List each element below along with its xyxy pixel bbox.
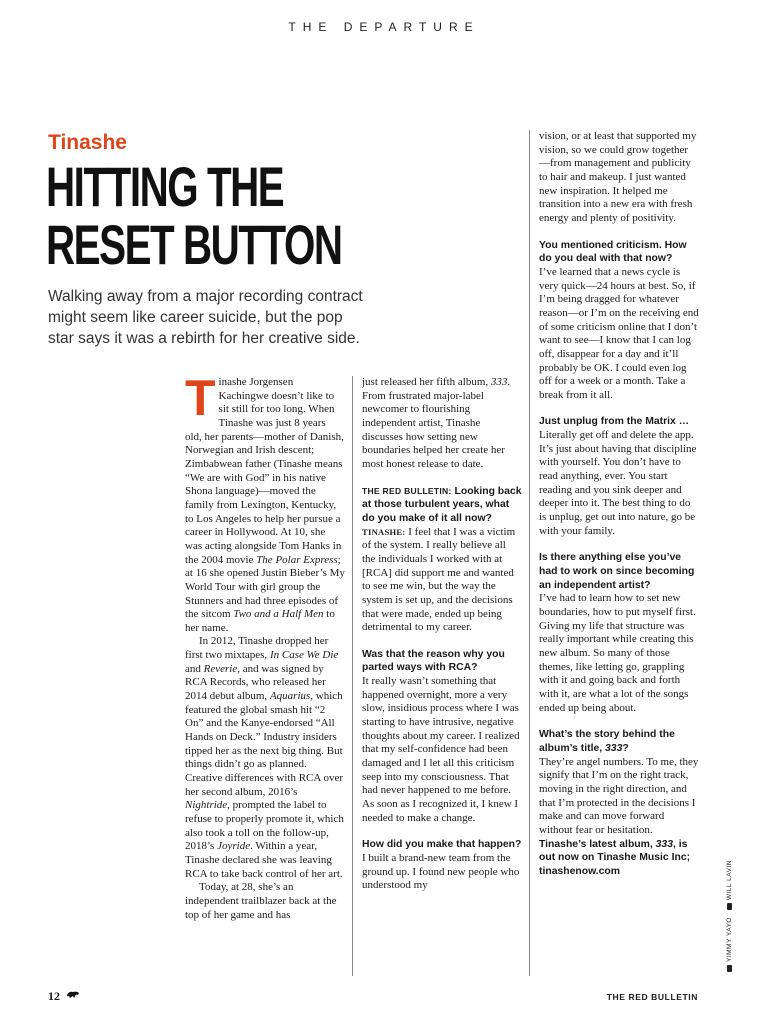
answer: vision, or at least that supported my vision, so we could grow together—from management and publicity to hair and makeup. I just wanted new inspiration. It helped me transition into a new era with fresh energy and plenty of positivity. (539, 130, 697, 224)
photo-credits (726, 860, 733, 972)
stylist-credit: WILL LAVIN (726, 860, 733, 901)
photographer-credit: YIMMY YAYO (726, 917, 733, 962)
style-icon (727, 903, 732, 910)
article-column-3 (539, 130, 699, 878)
question: Was that the reason why you parted ways with RCA? (362, 648, 505, 674)
answer: It really wasn’t something that happened overnight, more a very slow, insidious process where I was starting to have intrusive, negative thoughts about my career. I realized that my self-confidence had been damaged and I let all this criticism seep into my consciousness. That had never happened to me before. As soon as I recognized it, I knew I needed to make a change. (362, 675, 520, 824)
answer: TINASHE: I feel that I was a victim of the system. I really believe all the individuals I worked with at [RCA] did support me and wanted to see me win, but the way the system is set up, and the decisions that were made, ended up being detrimental to my career. (362, 525, 516, 634)
answer: They’re angel numbers. To me, they signify that I’m on the right track, moving in the right direction, and that I’m protected in the decisions I make and can move forward without fear or hesitation. (539, 755, 699, 836)
question: Is there anything else you’ve had to work on since becoming an independent artist? (539, 552, 695, 591)
body-paragraph: just released her fifth album, 333. From frustrated major-label newcomer to flourishing independent artist, Tinashe discusses how setting new boundaries helped her create her most honest release to date. (362, 376, 511, 470)
article-column-2 (362, 376, 522, 893)
question: You mentioned criticism. How do you deal with that now? (539, 239, 687, 265)
drop-cap: T (185, 370, 216, 426)
answer: I’ve had to learn how to set new boundaries, how to put myself first. Giving my life that structure was really important while creating this new album. So many of those themes, like letting go, grappling with it and going back and forth with it, are what a lot of the songs ended up being about. (539, 592, 696, 714)
question: Just unplug from the Matrix … (539, 416, 690, 428)
question: What’s the story behind the album’s title, 333? (539, 729, 675, 754)
bull-logo-icon (66, 990, 80, 998)
article-column-1 (185, 370, 345, 922)
answer: I built a brand-new team from the ground up. I found new people who understood my (362, 852, 520, 892)
answer: Literally get off and delete the app. It’s just about having that discipline with yourself. You don’t have to read anything, ever. You start reading and you sink deeper and deeper into it. The best thing to do is unplug, get out into nature, go be with your family. (539, 429, 697, 537)
page-number: 12 (48, 989, 60, 1003)
headline-line-1: HITTING THE (46, 155, 284, 218)
body-paragraph: In 2012, Tinashe dropped her first two mixtapes, In Case We Die and Reverie, and was signed by RCA Records, who released her 2014 debut album, Aquarius, which featured the global smash hit “2 On” and the Kanye-endorsed “All Hands on Deck.” Industry insiders tipped her as the next big thing. But things didn’t go as planned. Creative differences with RCA over her second album, 2016’s Nightride, prompted the label to refuse to properly promote it, which also took a toll on the follow-up, 2018’s Joyride. Within a year, Tinashe declared she was leaving RCA to take back control of her art. (185, 635, 344, 880)
headline (46, 155, 342, 276)
answer: I’ve learned that a news cycle is very quick—24 hours at best. So, if I’m being dragged for whatever reason—or I’m on the receiving end of some criticism online that I don’t want to see—I know that I can log off, disappear for a day and it’ll probably be OK. I could even log off for a week or a month. Take a break from it all. (539, 265, 699, 401)
magazine-name: THE RED BULLETIN (606, 992, 698, 1002)
column-divider (529, 130, 530, 976)
question: How did you make that happen? (362, 839, 522, 851)
headline-line-2: RESET BUTTON (46, 213, 342, 276)
column-divider (352, 376, 353, 976)
intro-paragraph: Tinashe Jorgensen Kachingwe doesn’t like to sit still for too long. When Tinashe was just 8 years old, her parents—mother of Danish, Norwegian and Irish descent; Zimbabwean father (Tinashe means “We are with God” in his native Shona language)—moved the family from Lexington, Kentucky, to Los Angeles to help her pursue a career in Hollywood. At 10, she was acting alongside Tom Hanks in the 2004 movie The Polar Express; at 16 she opened Justin Bieber’s My World Tour with girl group the Stunners and had three episodes of the sitcom Two and a Half Men to her name. (185, 370, 345, 634)
body-paragraph: Today, at 28, she’s an independent trailblazer back at the top of her game and has (185, 881, 337, 921)
camera-icon (727, 965, 732, 972)
album-promo: Tinashe’s latest album, 333, is out now on Tinashe Music Inc; tinashenow.com (539, 838, 691, 877)
deck-text: Walking away from a major recording contract might seem like career suicide, but the pop star says it was a rebirth for her creative side. (48, 288, 363, 347)
question: THE RED BULLETIN: Looking back at those turbulent years, what do you make of it all now? (362, 485, 522, 524)
section-label: THE DEPARTURE (288, 20, 480, 34)
artist-name: Tinashe (48, 131, 127, 154)
